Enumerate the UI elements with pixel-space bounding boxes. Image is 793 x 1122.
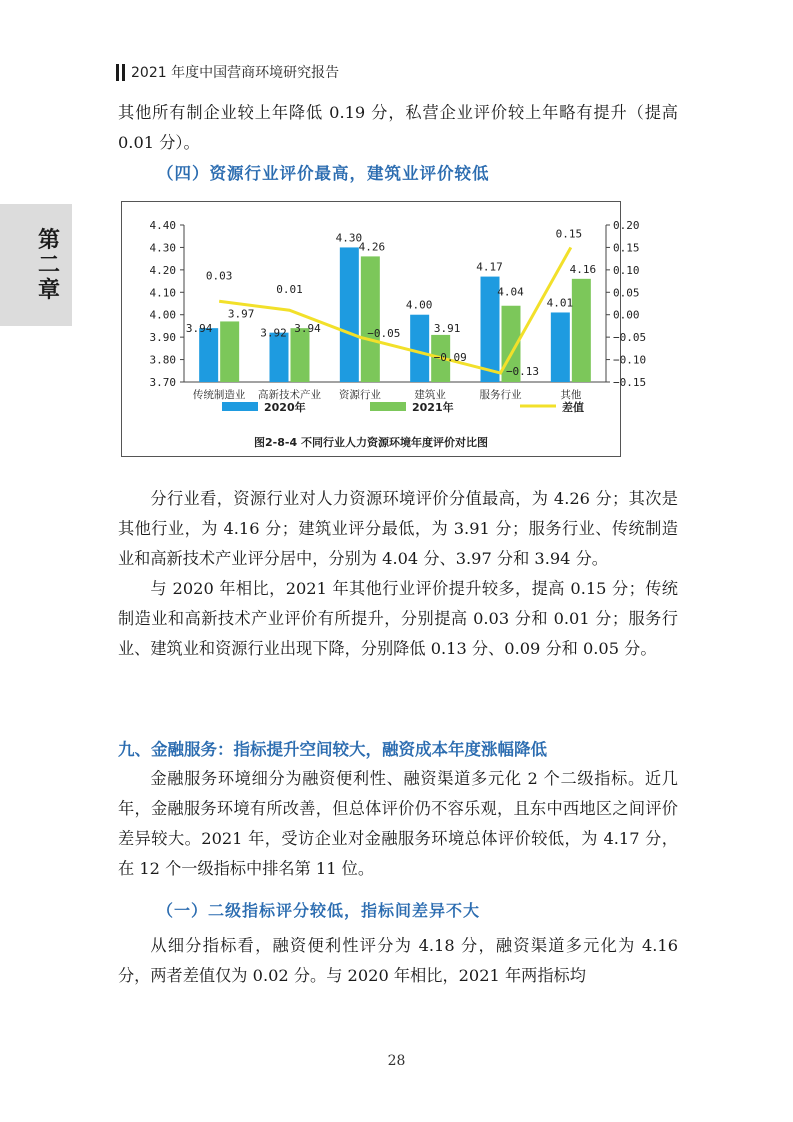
top-paragraph-text: 其他所有制企业较上年降低 0.19 分，私营企业评价较上年略有提升（提高 0.01 分）。	[118, 103, 678, 152]
x-axis-category-label: 传统制造业	[192, 389, 246, 401]
legend-label: 差值	[562, 401, 584, 414]
chart-caption: 图2-8-4 不同行业人力资源环境年度评价对比图	[254, 436, 488, 449]
left-axis-tick-label: 4.30	[149, 241, 176, 255]
data-label-diff: 0.03	[205, 269, 233, 283]
x-axis-category-label: 服务行业	[479, 389, 522, 401]
left-axis-tick-label: 4.00	[149, 308, 176, 322]
x-axis-category-label: 其他	[560, 389, 582, 401]
data-label-2021: 4.04	[497, 285, 524, 299]
nine-paragraph-text: 金融服务环境细分为融资便利性、融资渠道多元化 2 个二级指标。近几年，金融服务环境有所改善，但总体评价仍不容乐观，且东中西地区之间评价差异较大。2021 年，受访企业对金融服务环境总体评价较低，为 4.17 分，在 12 个一级指标中排名第 11 位。	[118, 769, 678, 878]
section-four-heading: （四）资源行业评价最高，建筑业评价较低	[157, 164, 490, 183]
bar-2021	[361, 256, 380, 382]
right-axis-tick-label: −0.10	[613, 353, 647, 367]
left-axis-tick-label: 4.40	[149, 219, 176, 232]
right-axis-tick-label: −0.15	[613, 376, 647, 389]
chapter-tab-label: 第二章	[37, 228, 60, 303]
bar-2021	[220, 321, 239, 382]
data-label-2021: 3.94	[294, 322, 321, 336]
bar-2020	[270, 333, 289, 382]
body-paragraphs	[118, 484, 678, 664]
data-label-2020: 4.30	[335, 231, 363, 245]
legend-label: 2021年	[412, 401, 454, 414]
data-label-2020: 4.01	[546, 296, 574, 310]
section-nine-heading: 九、金融服务：指标提升空间较大，融资成本年度涨幅降低	[118, 740, 547, 759]
chart-figure	[121, 201, 647, 457]
data-label-diff: −0.05	[367, 327, 401, 341]
bar-2020	[199, 328, 218, 382]
subsection-one-heading: （一）二级指标评分较低，指标间差异不大	[157, 901, 481, 920]
legend-swatch	[370, 402, 406, 411]
nine-paragraph	[118, 764, 678, 884]
left-axis-tick-label: 4.20	[149, 263, 176, 277]
last-paragraph	[118, 931, 678, 991]
running-header	[116, 62, 339, 82]
data-label-diff: 0.01	[276, 283, 303, 297]
right-axis-tick-label: 0.15	[613, 241, 640, 255]
bar-2020	[551, 312, 570, 382]
industry-comparison-chart	[122, 202, 647, 456]
left-axis-tick-label: 3.70	[149, 376, 176, 389]
data-label-2020: 4.00	[405, 298, 433, 312]
data-label-2020: 3.94	[185, 322, 213, 336]
page-number: 28	[387, 1053, 406, 1069]
bar-2021	[291, 328, 310, 382]
left-axis-tick-label: 3.90	[149, 331, 176, 345]
header-bars-icon	[116, 64, 125, 81]
bar-2021	[572, 279, 591, 382]
right-axis-tick-label: 0.10	[613, 263, 640, 277]
left-axis-tick-label: 3.80	[149, 353, 176, 367]
right-axis-tick-label: 0.20	[613, 219, 640, 232]
legend-swatch	[222, 402, 258, 411]
bar-2020	[340, 247, 359, 382]
body-paragraph-1: 分行业看，资源行业对人力资源环境评价分值最高，为 4.26 分；其次是其他行业，为 4.16 分；建筑业评分最低，为 3.91 分；服务行业、传统制造业和高新技术产业评分居中，分别为 4.04 分、3.97 分和 3.94 分。	[118, 489, 678, 568]
legend-label: 2020年	[264, 401, 306, 414]
right-axis-tick-label: −0.05	[613, 331, 647, 345]
top-paragraph	[118, 98, 678, 158]
bar-2020	[410, 315, 429, 382]
data-label-2021: 4.16	[569, 262, 597, 276]
left-axis-tick-label: 4.10	[149, 286, 176, 300]
x-axis-category-label: 资源行业	[338, 389, 381, 401]
last-paragraph-text: 从细分指标看，融资便利性评分为 4.18 分，融资渠道多元化为 4.16 分，两者差值仅为 0.02 分。与 2020 年相比，2021 年两指标均	[118, 936, 678, 985]
data-label-diff: 0.15	[555, 227, 583, 241]
x-axis-category-label: 高新技术产业	[258, 389, 321, 401]
chapter-tab	[0, 204, 72, 326]
data-label-diff: −0.09	[433, 351, 467, 365]
x-axis-category-label: 建筑业	[414, 389, 446, 401]
data-label-2020: 4.17	[476, 260, 503, 274]
data-label-diff: −0.13	[505, 365, 540, 379]
data-label-2020: 3.92	[260, 326, 287, 340]
data-label-2021: 3.97	[227, 307, 255, 321]
right-axis-tick-label: 0.00	[613, 308, 640, 322]
header-title: 2021 年度中国营商环境研究报告	[131, 65, 340, 81]
body-paragraph-2: 与 2020 年相比，2021 年其他行业评价提升较多，提高 0.15 分；传统制造业和高新技术产业评价有所提升，分别提高 0.03 分和 0.01 分；服务行业、建筑业和资源行业出现下降，分别降低 0.13 分、0.09 分和 0.05 分。	[118, 579, 678, 658]
data-label-2021: 4.26	[358, 240, 386, 254]
right-axis-tick-label: 0.05	[613, 286, 640, 300]
data-label-2021: 3.91	[433, 321, 461, 335]
